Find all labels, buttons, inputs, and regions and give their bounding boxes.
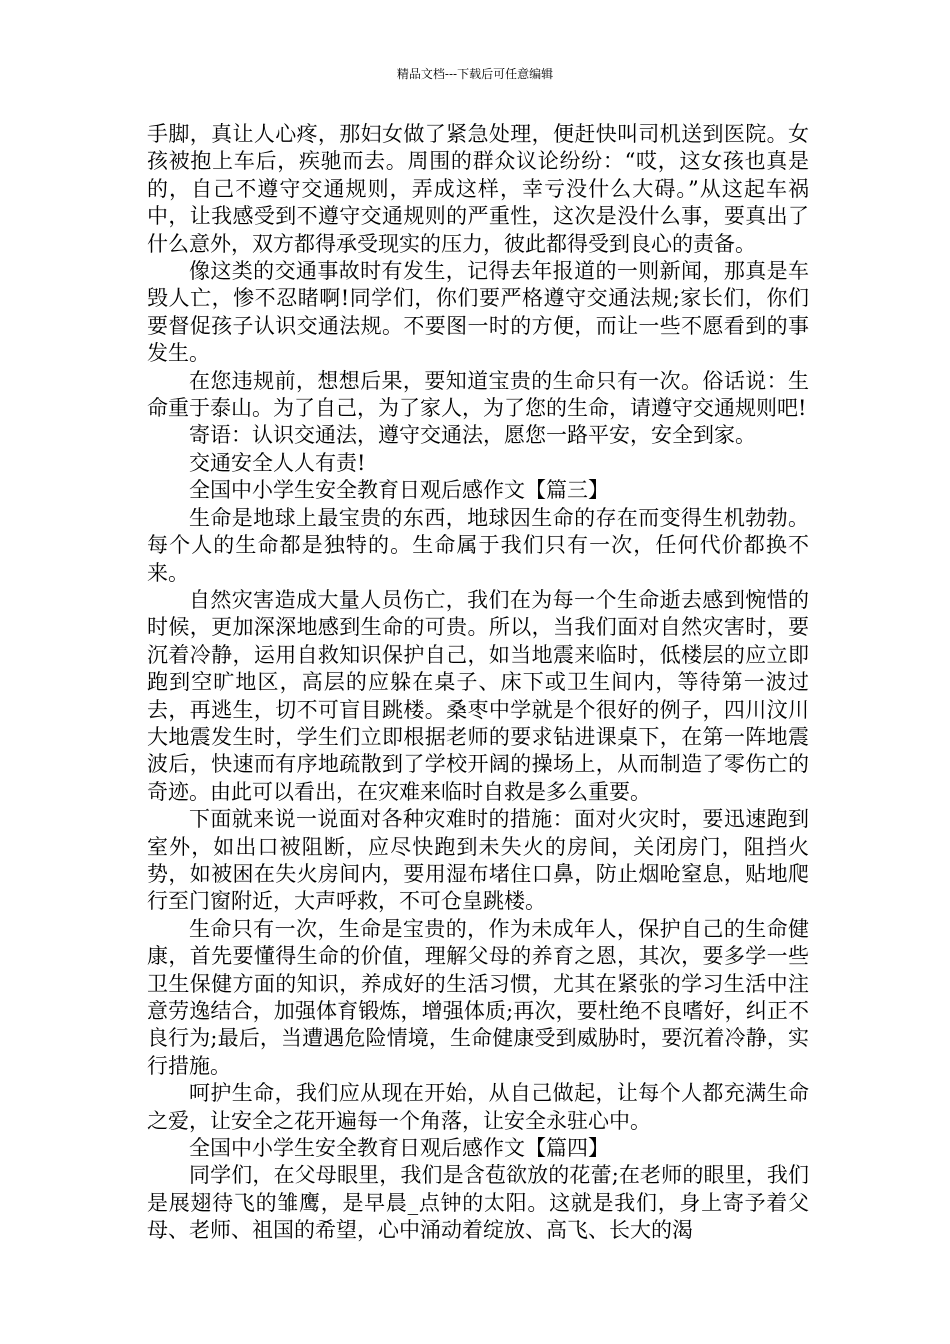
paragraph: 手脚，真让人心疼，那妇女做了紧急处理，便赶快叫司机送到医院。女孩被抱上车后，疾驰而去。周围的群众议论纷纷：“哎，这女孩也真是的，自己不遵守交通规则，弄成这样，幸亏没什么大碍。”从这起车祸中，让我感受到不遵守交通规则的严重性，这次是没什么事，要真出了什么意外，双方都得承受现实的压力，彼此都得受到良心的责备。 [147,122,809,256]
paragraph: 生命是地球上最宝贵的东西，地球因生命的存在而变得生机勃勃。每个人的生命都是独特的。生命属于我们只有一次，任何代价都换不来。 [147,505,809,585]
paragraph: 下面就来说一说面对各种灾难时的措施：面对火灾时，要迅速跑到室外，如出口被阻断，应尽快跑到未失火的房间，关闭房门，阻挡火势，如被困在失火房间内，要用湿布堵住口鼻，防止烟呛窒息，贴地爬行至门窗附近，大声呼救，不可仓皇跳楼。 [147,807,809,914]
paragraph: 寄语：认识交通法，遵守交通法，愿您一路平安，安全到家。 [189,423,756,448]
page-header: 精品文档---下载后可任意编辑 [396,67,554,81]
paragraph: 呵护生命，我们应从现在开始，从自己做起，让每个人都充满生命之爱，让安全之花开遍每一个角落，让安全永驻心中。 [147,1081,809,1133]
paragraph: 同学们，在父母眼里，我们是含苞欲放的花蕾;在老师的眼里，我们是展翅待飞的雏鹰，是早晨_点钟的太阳。这就是我们，身上寄予着父母、老师、祖国的希望，心中涌动着绽放、高飞、长大的渴 [147,1163,809,1243]
document-body [147,121,809,1245]
paragraph: 自然灾害造成大量人员伤亡，我们在为每一个生命逝去感到惋惜的时候，更加深深地感到生命的可贵。所以，当我们面对自然灾害时，要沉着冷静，运用自救知识保护自己，如当地震来临时，低楼层的应立即跑到空旷地区，高层的应躲在桌子、床下或卫生间内，等待第一波过去，再逃生，切不可盲目跳楼。桑枣中学就是个很好的例子，四川汶川大地震发生时，学生们立即根据老师的要求钻进课桌下，在第一阵地震波后，快速而有序地疏散到了学校开阔的操场上，从而制造了零伤亡的奇迹。由此可以看出，在灾难来临时自救是多么重要。 [147,587,809,804]
paragraph: 交通安全人人有责! [189,450,366,475]
paragraph: 在您违规前，想想后果，要知道宝贵的生命只有一次。俗话说：生命重于泰山。为了自己，为了家人，为了您的生命，请遵守交通规则吧! [147,368,809,421]
paragraph: 生命只有一次，生命是宝贵的，作为未成年人，保护自己的生命健康，首先要懂得生命的价值，理解父母的养育之恩，其次，要多学一些卫生保健方面的知识，养成好的生活习惯，尤其在紧张的学习生活中注意劳逸结合，加强体育锻炼，增强体质;再次，要杜绝不良嗜好，纠正不良行为;最后，当遭遇危险情境，生命健康受到威胁时，要沉着冷静，实行措施。 [147,916,809,1078]
section-heading: 全国中小学生安全教育日观后感作文【篇四】 [189,1136,609,1161]
section-heading: 全国中小学生安全教育日观后感作文【篇三】 [189,478,609,503]
paragraph: 像这类的交通事故时有发生，记得去年报道的一则新闻，那真是车毁人亡，惨不忍睹啊!同学们，你们要严格遵守交通法规;家长们，你们要督促孩子认识交通法规。不要图一时的方便，而让一些不愿看到的事发生。 [147,259,809,366]
